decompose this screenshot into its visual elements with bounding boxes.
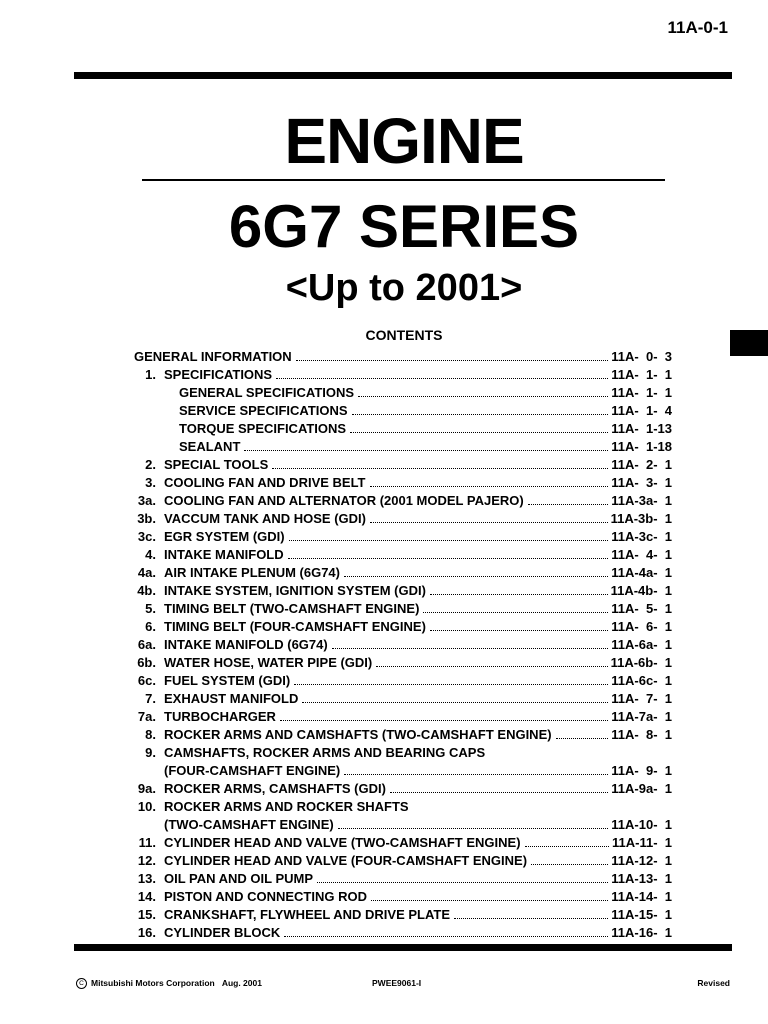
toc-entry-number: 13. bbox=[137, 871, 156, 886]
toc-entry-title: FUEL SYSTEM (GDI) bbox=[164, 673, 291, 688]
toc-entry bbox=[134, 690, 672, 708]
toc-entry-page: 11A- 1-13 bbox=[611, 421, 672, 436]
toc-entry-title: CAMSHAFTS, ROCKER ARMS AND BEARING CAPS bbox=[164, 745, 486, 760]
toc-entry-number: 11. bbox=[138, 835, 156, 850]
toc-entry-title: VACCUM TANK AND HOSE (GDI) bbox=[164, 511, 366, 526]
toc-entry-page: 11A- 1- 4 bbox=[611, 403, 672, 418]
toc-entry bbox=[134, 708, 672, 726]
toc-leader-dots bbox=[370, 521, 608, 523]
toc-leader-dots bbox=[280, 719, 608, 721]
toc-entry-number: 4a. bbox=[137, 565, 156, 580]
toc-entry-page: 11A-7a- 1 bbox=[611, 709, 672, 724]
footer-company: Mitsubishi Motors Corporation bbox=[91, 978, 215, 988]
toc-entry-number: 7. bbox=[145, 691, 156, 706]
toc-entry-number: 8. bbox=[145, 727, 156, 742]
toc-entry-page: 11A- 3- 1 bbox=[611, 475, 672, 490]
toc-entry-number: 3c. bbox=[137, 529, 156, 544]
toc-entry-page: 11A-3a- 1 bbox=[611, 493, 672, 508]
toc-entry-page: 11A- 6- 1 bbox=[611, 619, 672, 634]
toc-entry bbox=[134, 654, 672, 672]
toc-entry-number: 4b. bbox=[137, 583, 156, 598]
top-rule bbox=[74, 72, 732, 79]
toc-entry-page: 11A- 4- 1 bbox=[611, 547, 672, 562]
toc-entry-page: 11A- 7- 1 bbox=[611, 691, 672, 706]
toc-entry-page: 11A-6b- 1 bbox=[610, 655, 672, 670]
toc-entry bbox=[134, 780, 672, 798]
toc-leader-dots bbox=[430, 593, 608, 595]
toc-entry bbox=[134, 420, 672, 438]
toc-entry-title: COOLING FAN AND ALTERNATOR (2001 MODEL PAJERO) bbox=[164, 493, 524, 508]
toc-entry bbox=[134, 438, 672, 456]
toc-entry-page: 11A-13- 1 bbox=[611, 871, 672, 886]
title-years: <Up to 2001> bbox=[285, 267, 523, 309]
toc-leader-dots bbox=[344, 773, 608, 775]
toc-entry bbox=[134, 636, 672, 654]
toc-entry-title: CRANKSHAFT, FLYWHEEL AND DRIVE PLATE bbox=[164, 907, 451, 922]
toc-entry-page: 11A- 1-18 bbox=[611, 439, 672, 454]
toc-entry bbox=[134, 384, 672, 402]
toc-leader-dots bbox=[344, 575, 608, 577]
toc-entry-title: COOLING FAN AND DRIVE BELT bbox=[164, 475, 366, 490]
page-number: 11A-0-1 bbox=[667, 18, 728, 37]
toc-entry-number: 15. bbox=[137, 907, 156, 922]
toc-entry-page: 11A-10- 1 bbox=[611, 817, 672, 832]
toc-entry bbox=[134, 852, 672, 870]
toc-entry-title: GENERAL INFORMATION bbox=[134, 349, 292, 364]
toc-leader-dots bbox=[371, 899, 608, 901]
toc-leader-dots bbox=[376, 665, 607, 667]
contents-heading: CONTENTS bbox=[365, 327, 443, 343]
toc-entry-title: GENERAL SPECIFICATIONS bbox=[179, 385, 355, 400]
toc-entry-number: 1. bbox=[145, 367, 156, 382]
toc-entry bbox=[134, 726, 672, 744]
toc-leader-dots bbox=[276, 377, 608, 379]
toc-leader-dots bbox=[288, 557, 609, 559]
toc-entry-page: 11A- 0- 3 bbox=[611, 349, 672, 364]
toc-entry-page: 11A-3b- 1 bbox=[610, 511, 672, 526]
footer-date: Aug. 2001 bbox=[221, 978, 262, 988]
toc-entry bbox=[134, 366, 672, 384]
toc-entry-page: 11A-4a- 1 bbox=[611, 565, 672, 580]
toc-leader-dots bbox=[332, 647, 609, 649]
toc-leader-dots bbox=[430, 629, 608, 631]
toc-entry-page: 11A- 2- 1 bbox=[611, 457, 672, 472]
toc-entry bbox=[134, 618, 672, 636]
toc-entry bbox=[134, 546, 672, 564]
toc-leader-dots bbox=[454, 917, 608, 919]
toc-entry-title: EXHAUST MANIFOLD bbox=[164, 691, 299, 706]
toc-entry bbox=[134, 510, 672, 528]
toc-entry bbox=[134, 672, 672, 690]
toc-entry-title: (FOUR-CAMSHAFT ENGINE) bbox=[164, 763, 341, 778]
toc-entry-number: 6b. bbox=[137, 655, 156, 670]
toc-entry-page: 11A- 9- 1 bbox=[611, 763, 672, 778]
toc-entry bbox=[134, 528, 672, 546]
toc-entry bbox=[134, 402, 672, 420]
toc-entry bbox=[134, 834, 672, 852]
toc-entry bbox=[134, 600, 672, 618]
toc-leader-dots bbox=[525, 845, 609, 847]
toc-entry-title: TIMING BELT (FOUR-CAMSHAFT ENGINE) bbox=[164, 619, 426, 634]
toc-entry-page: 11A-6c- 1 bbox=[611, 673, 672, 688]
toc-entry bbox=[134, 798, 672, 834]
toc-entry bbox=[134, 906, 672, 924]
toc-entry-title: SERVICE SPECIFICATIONS bbox=[179, 403, 348, 418]
title-main: ENGINE bbox=[284, 105, 524, 177]
footer-status: Revised bbox=[697, 978, 730, 988]
toc-entry-number: 7a. bbox=[137, 709, 156, 724]
toc-entry bbox=[134, 474, 672, 492]
toc-leader-dots bbox=[294, 683, 608, 685]
toc-leader-dots bbox=[302, 701, 608, 703]
toc-leader-dots bbox=[390, 791, 608, 793]
toc-entry-number: 3b. bbox=[137, 511, 156, 526]
toc-entry-title: ROCKER ARMS AND ROCKER SHAFTS bbox=[164, 799, 409, 814]
toc-entry bbox=[134, 888, 672, 906]
toc-entry bbox=[134, 348, 672, 366]
toc-entry bbox=[134, 564, 672, 582]
toc-entry-number: 6c. bbox=[137, 673, 156, 688]
toc-leader-dots bbox=[317, 881, 608, 883]
toc-entry-page: 11A-3c- 1 bbox=[611, 529, 672, 544]
toc-entry-title: (TWO-CAMSHAFT ENGINE) bbox=[164, 817, 334, 832]
footer-doc-code: PWEE9061-I bbox=[372, 978, 422, 988]
toc-entry-title: INTAKE SYSTEM, IGNITION SYSTEM (GDI) bbox=[164, 583, 426, 598]
bottom-rule bbox=[74, 944, 732, 951]
title-divider bbox=[142, 179, 665, 181]
toc-entry-page: 11A-14- 1 bbox=[611, 889, 672, 904]
toc-entry-title: SPECIAL TOOLS bbox=[164, 457, 269, 472]
toc-entry-title: ROCKER ARMS, CAMSHAFTS (GDI) bbox=[164, 781, 386, 796]
toc-entry-title: TIMING BELT (TWO-CAMSHAFT ENGINE) bbox=[164, 601, 420, 616]
toc-entry-number: 9a. bbox=[137, 781, 156, 796]
toc-leader-dots bbox=[284, 935, 608, 937]
title-series: 6G7 SERIES bbox=[228, 193, 580, 260]
toc-leader-dots bbox=[528, 503, 609, 505]
table-of-contents bbox=[134, 348, 672, 942]
toc-entry-title: TURBOCHARGER bbox=[164, 709, 276, 724]
toc-entry bbox=[134, 924, 672, 942]
toc-entry-page: 11A-6a- 1 bbox=[611, 637, 672, 652]
toc-entry-title: SEALANT bbox=[179, 439, 241, 454]
toc-entry-number: 6a. bbox=[137, 637, 156, 652]
toc-leader-dots bbox=[352, 413, 609, 415]
toc-leader-dots bbox=[296, 359, 609, 361]
toc-leader-dots bbox=[531, 863, 608, 865]
toc-entry-title: INTAKE MANIFOLD (6G74) bbox=[164, 637, 328, 652]
toc-entry-page: 11A- 5- 1 bbox=[611, 601, 672, 616]
section-tab-marker bbox=[730, 330, 768, 356]
toc-entry-title: EGR SYSTEM (GDI) bbox=[164, 529, 285, 544]
toc-entry-page: 11A- 1- 1 bbox=[611, 367, 672, 382]
toc-entry-page: 11A- 1- 1 bbox=[611, 385, 672, 400]
toc-entry-title: SPECIFICATIONS bbox=[164, 367, 273, 382]
toc-entry-title: WATER HOSE, WATER PIPE (GDI) bbox=[164, 655, 373, 670]
toc-entry-title: OIL PAN AND OIL PUMP bbox=[164, 871, 314, 886]
toc-entry-number: 3a. bbox=[137, 493, 156, 508]
toc-leader-dots bbox=[358, 395, 608, 397]
toc-entry-number: 14. bbox=[137, 889, 156, 904]
toc-leader-dots bbox=[423, 611, 608, 613]
footer-copyright bbox=[76, 978, 262, 989]
toc-entry-title: CYLINDER HEAD AND VALVE (FOUR-CAMSHAFT ENGINE) bbox=[164, 853, 528, 868]
toc-entry-number: 9. bbox=[145, 745, 156, 760]
toc-entry-page: 11A-9a- 1 bbox=[611, 781, 672, 796]
toc-leader-dots bbox=[272, 467, 608, 469]
toc-leader-dots bbox=[350, 431, 608, 433]
toc-leader-dots bbox=[338, 827, 609, 829]
toc-entry-page: 11A- 8- 1 bbox=[611, 727, 672, 742]
toc-entry bbox=[134, 744, 672, 780]
toc-leader-dots bbox=[244, 449, 608, 451]
toc-entry-number: 12. bbox=[137, 853, 156, 868]
toc-entry bbox=[134, 492, 672, 510]
toc-entry-page: 11A-15- 1 bbox=[611, 907, 672, 922]
toc-entry bbox=[134, 582, 672, 600]
toc-entry-title: ROCKER ARMS AND CAMSHAFTS (TWO-CAMSHAFT ENGINE) bbox=[164, 727, 552, 742]
toc-leader-dots bbox=[370, 485, 609, 487]
toc-entry-number: 2. bbox=[145, 457, 156, 472]
toc-entry-number: 5. bbox=[145, 601, 156, 616]
toc-entry-number: 10. bbox=[137, 799, 156, 814]
toc-entry-title: CYLINDER BLOCK bbox=[164, 925, 281, 940]
toc-leader-dots bbox=[556, 737, 609, 739]
toc-entry-page: 11A-16- 1 bbox=[611, 925, 672, 940]
toc-entry-page: 11A-4b- 1 bbox=[610, 583, 672, 598]
copyright-icon: C bbox=[76, 978, 87, 989]
toc-entry-number: 16. bbox=[137, 925, 156, 940]
toc-entry-title: PISTON AND CONNECTING ROD bbox=[164, 889, 367, 904]
toc-entry-number: 6. bbox=[145, 619, 156, 634]
toc-entry-title: TORQUE SPECIFICATIONS bbox=[179, 421, 347, 436]
toc-leader-dots bbox=[289, 539, 609, 541]
toc-entry-page: 11A-12- 1 bbox=[611, 853, 672, 868]
toc-entry-title: AIR INTAKE PLENUM (6G74) bbox=[164, 565, 340, 580]
toc-entry-number: 4. bbox=[145, 547, 156, 562]
toc-entry-title: CYLINDER HEAD AND VALVE (TWO-CAMSHAFT ENGINE) bbox=[164, 835, 521, 850]
toc-entry-page: 11A-11- 1 bbox=[612, 835, 672, 850]
toc-entry bbox=[134, 456, 672, 474]
toc-entry bbox=[134, 870, 672, 888]
toc-entry-title: INTAKE MANIFOLD bbox=[164, 547, 284, 562]
toc-entry-number: 3. bbox=[145, 475, 156, 490]
